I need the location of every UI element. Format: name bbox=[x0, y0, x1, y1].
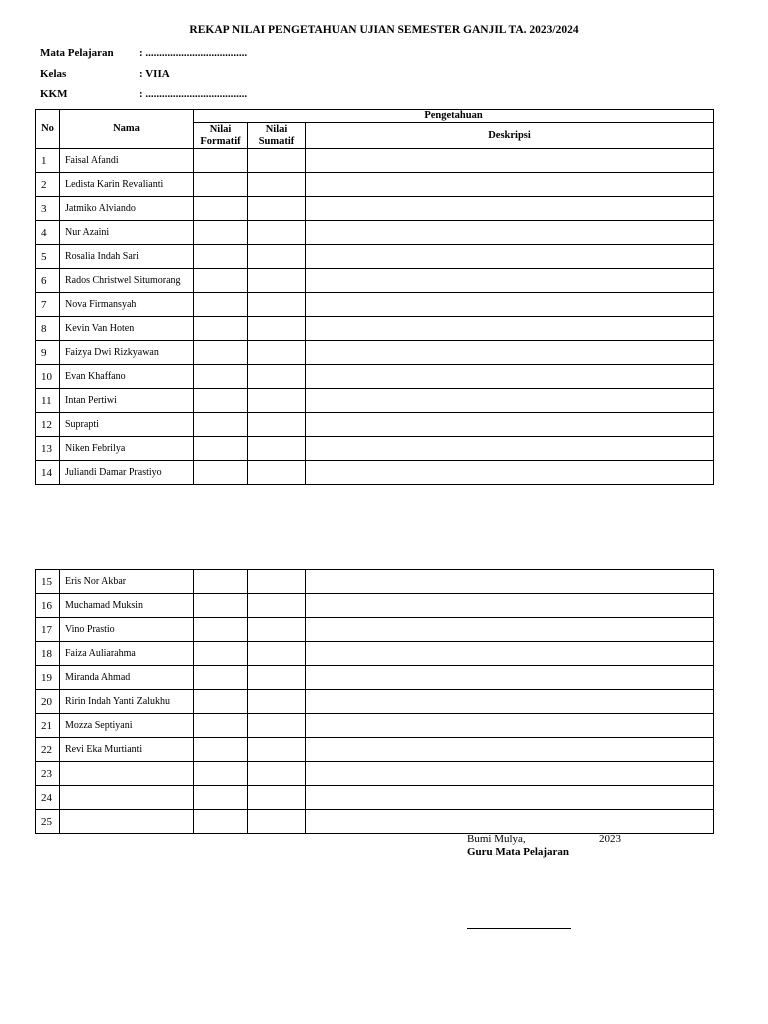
row-number: 18 bbox=[36, 642, 60, 666]
table-row bbox=[36, 389, 714, 413]
formatif-cell bbox=[194, 570, 248, 594]
table-body-page2 bbox=[36, 570, 714, 834]
table-row bbox=[36, 293, 714, 317]
table-row bbox=[36, 642, 714, 666]
sumatif-cell bbox=[248, 762, 306, 786]
header-formatif bbox=[194, 123, 248, 149]
row-number: 12 bbox=[36, 413, 60, 437]
deskripsi-cell bbox=[306, 594, 714, 618]
sumatif-cell bbox=[248, 413, 306, 437]
sumatif-cell bbox=[248, 618, 306, 642]
deskripsi-cell bbox=[306, 690, 714, 714]
deskripsi-cell bbox=[306, 413, 714, 437]
deskripsi-cell bbox=[306, 221, 714, 245]
deskripsi-cell bbox=[306, 317, 714, 341]
table-row bbox=[36, 786, 714, 810]
formatif-cell bbox=[194, 618, 248, 642]
row-number: 21 bbox=[36, 714, 60, 738]
sumatif-cell bbox=[248, 149, 306, 173]
subject-label: Mata Pelajaran bbox=[40, 47, 114, 59]
signature-place: Bumi Mulya, bbox=[467, 833, 526, 845]
formatif-cell bbox=[194, 461, 248, 485]
formatif-cell bbox=[194, 810, 248, 834]
deskripsi-cell bbox=[306, 245, 714, 269]
sumatif-cell bbox=[248, 221, 306, 245]
table-row bbox=[36, 197, 714, 221]
deskripsi-cell bbox=[306, 666, 714, 690]
sumatif-cell bbox=[248, 341, 306, 365]
student-name: Niken Febrilya bbox=[60, 437, 194, 461]
row-number: 24 bbox=[36, 786, 60, 810]
student-name: Faiza Auliarahma bbox=[60, 642, 194, 666]
deskripsi-cell bbox=[306, 618, 714, 642]
signature-line bbox=[467, 928, 571, 929]
student-name: Ririn Indah Yanti Zalukhu bbox=[60, 690, 194, 714]
sumatif-cell bbox=[248, 317, 306, 341]
student-name: Juliandi Damar Prastiyo bbox=[60, 461, 194, 485]
formatif-cell bbox=[194, 762, 248, 786]
header-formatif-line2: Formatif bbox=[200, 135, 241, 147]
sumatif-cell bbox=[248, 642, 306, 666]
deskripsi-cell bbox=[306, 341, 714, 365]
table-row bbox=[36, 245, 714, 269]
header-sumatif-line1: Nilai bbox=[265, 123, 288, 135]
table-row bbox=[36, 618, 714, 642]
sumatif-cell bbox=[248, 365, 306, 389]
sumatif-cell bbox=[248, 594, 306, 618]
header-no: No bbox=[36, 110, 60, 149]
table-row bbox=[36, 666, 714, 690]
formatif-cell bbox=[194, 786, 248, 810]
student-name bbox=[60, 786, 194, 810]
row-number: 13 bbox=[36, 437, 60, 461]
formatif-cell bbox=[194, 642, 248, 666]
row-number: 15 bbox=[36, 570, 60, 594]
table-row bbox=[36, 810, 714, 834]
deskripsi-cell bbox=[306, 197, 714, 221]
deskripsi-cell bbox=[306, 293, 714, 317]
student-name: Suprapti bbox=[60, 413, 194, 437]
header-sumatif bbox=[248, 123, 306, 149]
deskripsi-cell bbox=[306, 642, 714, 666]
subject-value: : ..................................... bbox=[139, 47, 248, 59]
formatif-cell bbox=[194, 714, 248, 738]
row-number: 19 bbox=[36, 666, 60, 690]
row-number: 9 bbox=[36, 341, 60, 365]
sumatif-cell bbox=[248, 810, 306, 834]
student-name: Jatmiko Alviando bbox=[60, 197, 194, 221]
table-row bbox=[36, 365, 714, 389]
student-name: Revi Eka Murtianti bbox=[60, 738, 194, 762]
header-deskripsi: Deskripsi bbox=[306, 123, 714, 149]
table-row bbox=[36, 173, 714, 197]
sumatif-cell bbox=[248, 738, 306, 762]
deskripsi-cell bbox=[306, 269, 714, 293]
sumatif-cell bbox=[248, 245, 306, 269]
student-name bbox=[60, 762, 194, 786]
row-number: 3 bbox=[36, 197, 60, 221]
deskripsi-cell bbox=[306, 461, 714, 485]
deskripsi-cell bbox=[306, 437, 714, 461]
formatif-cell bbox=[194, 666, 248, 690]
grades-table-page1 bbox=[35, 109, 714, 485]
student-name: Nova Firmansyah bbox=[60, 293, 194, 317]
header-sumatif-line2: Sumatif bbox=[258, 135, 295, 147]
kkm-label: KKM bbox=[40, 88, 68, 100]
formatif-cell bbox=[194, 690, 248, 714]
row-number: 11 bbox=[36, 389, 60, 413]
student-name: Rados Christwel Situmorang bbox=[60, 269, 194, 293]
deskripsi-cell bbox=[306, 714, 714, 738]
deskripsi-cell bbox=[306, 810, 714, 834]
formatif-cell bbox=[194, 269, 248, 293]
deskripsi-cell bbox=[306, 173, 714, 197]
table-row bbox=[36, 570, 714, 594]
row-number: 16 bbox=[36, 594, 60, 618]
sumatif-cell bbox=[248, 269, 306, 293]
row-number: 20 bbox=[36, 690, 60, 714]
table-row bbox=[36, 714, 714, 738]
table-row bbox=[36, 341, 714, 365]
row-number: 25 bbox=[36, 810, 60, 834]
deskripsi-cell bbox=[306, 365, 714, 389]
sumatif-cell bbox=[248, 173, 306, 197]
student-name: Miranda Ahmad bbox=[60, 666, 194, 690]
formatif-cell bbox=[194, 173, 248, 197]
row-number: 1 bbox=[36, 149, 60, 173]
formatif-cell bbox=[194, 149, 248, 173]
table-row bbox=[36, 461, 714, 485]
row-number: 6 bbox=[36, 269, 60, 293]
signature-role: Guru Mata Pelajaran bbox=[467, 846, 570, 858]
student-name: Evan Khaffano bbox=[60, 365, 194, 389]
student-name bbox=[60, 810, 194, 834]
sumatif-cell bbox=[248, 786, 306, 810]
student-name: Kevin Van Hoten bbox=[60, 317, 194, 341]
deskripsi-cell bbox=[306, 738, 714, 762]
header-formatif-line1: Nilai bbox=[209, 123, 232, 135]
grades-table-page2 bbox=[35, 569, 714, 834]
row-number: 10 bbox=[36, 365, 60, 389]
table-row bbox=[36, 269, 714, 293]
formatif-cell bbox=[194, 594, 248, 618]
table-row bbox=[36, 437, 714, 461]
class-value: : VIIA bbox=[139, 68, 170, 80]
sumatif-cell bbox=[248, 437, 306, 461]
deskripsi-cell bbox=[306, 786, 714, 810]
formatif-cell bbox=[194, 245, 248, 269]
student-name: Intan Pertiwi bbox=[60, 389, 194, 413]
row-number: 22 bbox=[36, 738, 60, 762]
header-name: Nama bbox=[60, 110, 194, 149]
row-number: 8 bbox=[36, 317, 60, 341]
sumatif-cell bbox=[248, 666, 306, 690]
student-name: Ledista Karin Revalianti bbox=[60, 173, 194, 197]
deskripsi-cell bbox=[306, 762, 714, 786]
formatif-cell bbox=[194, 293, 248, 317]
formatif-cell bbox=[194, 437, 248, 461]
sumatif-cell bbox=[248, 197, 306, 221]
table-row bbox=[36, 317, 714, 341]
formatif-cell bbox=[194, 389, 248, 413]
student-name: Faisal Afandi bbox=[60, 149, 194, 173]
sumatif-cell bbox=[248, 714, 306, 738]
table-row bbox=[36, 762, 714, 786]
student-name: Faizya Dwi Rizkyawan bbox=[60, 341, 194, 365]
sumatif-cell bbox=[248, 570, 306, 594]
document-title: REKAP NILAI PENGETAHUAN UJIAN SEMESTER GANJIL TA. 2023/2024 bbox=[189, 24, 579, 36]
header-pengetahuan: Pengetahuan bbox=[194, 110, 714, 123]
student-name: Muchamad Muksin bbox=[60, 594, 194, 618]
row-number: 14 bbox=[36, 461, 60, 485]
deskripsi-cell bbox=[306, 389, 714, 413]
formatif-cell bbox=[194, 341, 248, 365]
class-label: Kelas bbox=[40, 68, 67, 80]
table-row bbox=[36, 149, 714, 173]
row-number: 17 bbox=[36, 618, 60, 642]
row-number: 5 bbox=[36, 245, 60, 269]
table-row bbox=[36, 413, 714, 437]
sumatif-cell bbox=[248, 293, 306, 317]
student-name: Vino Prastio bbox=[60, 618, 194, 642]
formatif-cell bbox=[194, 221, 248, 245]
sumatif-cell bbox=[248, 461, 306, 485]
row-number: 4 bbox=[36, 221, 60, 245]
table-row bbox=[36, 221, 714, 245]
table-row bbox=[36, 690, 714, 714]
table-row bbox=[36, 738, 714, 762]
row-number: 2 bbox=[36, 173, 60, 197]
formatif-cell bbox=[194, 197, 248, 221]
student-name: Eris Nor Akbar bbox=[60, 570, 194, 594]
sumatif-cell bbox=[248, 389, 306, 413]
sumatif-cell bbox=[248, 690, 306, 714]
formatif-cell bbox=[194, 413, 248, 437]
row-number: 7 bbox=[36, 293, 60, 317]
student-name: Mozza Septiyani bbox=[60, 714, 194, 738]
table-row bbox=[36, 594, 714, 618]
row-number: 23 bbox=[36, 762, 60, 786]
kkm-value: : ..................................... bbox=[139, 88, 248, 100]
signature-year: 2023 bbox=[599, 833, 621, 845]
deskripsi-cell bbox=[306, 149, 714, 173]
formatif-cell bbox=[194, 317, 248, 341]
table-body-page1 bbox=[36, 149, 714, 485]
formatif-cell bbox=[194, 365, 248, 389]
formatif-cell bbox=[194, 738, 248, 762]
student-name: Nur Azaini bbox=[60, 221, 194, 245]
deskripsi-cell bbox=[306, 570, 714, 594]
student-name: Rosalia Indah Sari bbox=[60, 245, 194, 269]
